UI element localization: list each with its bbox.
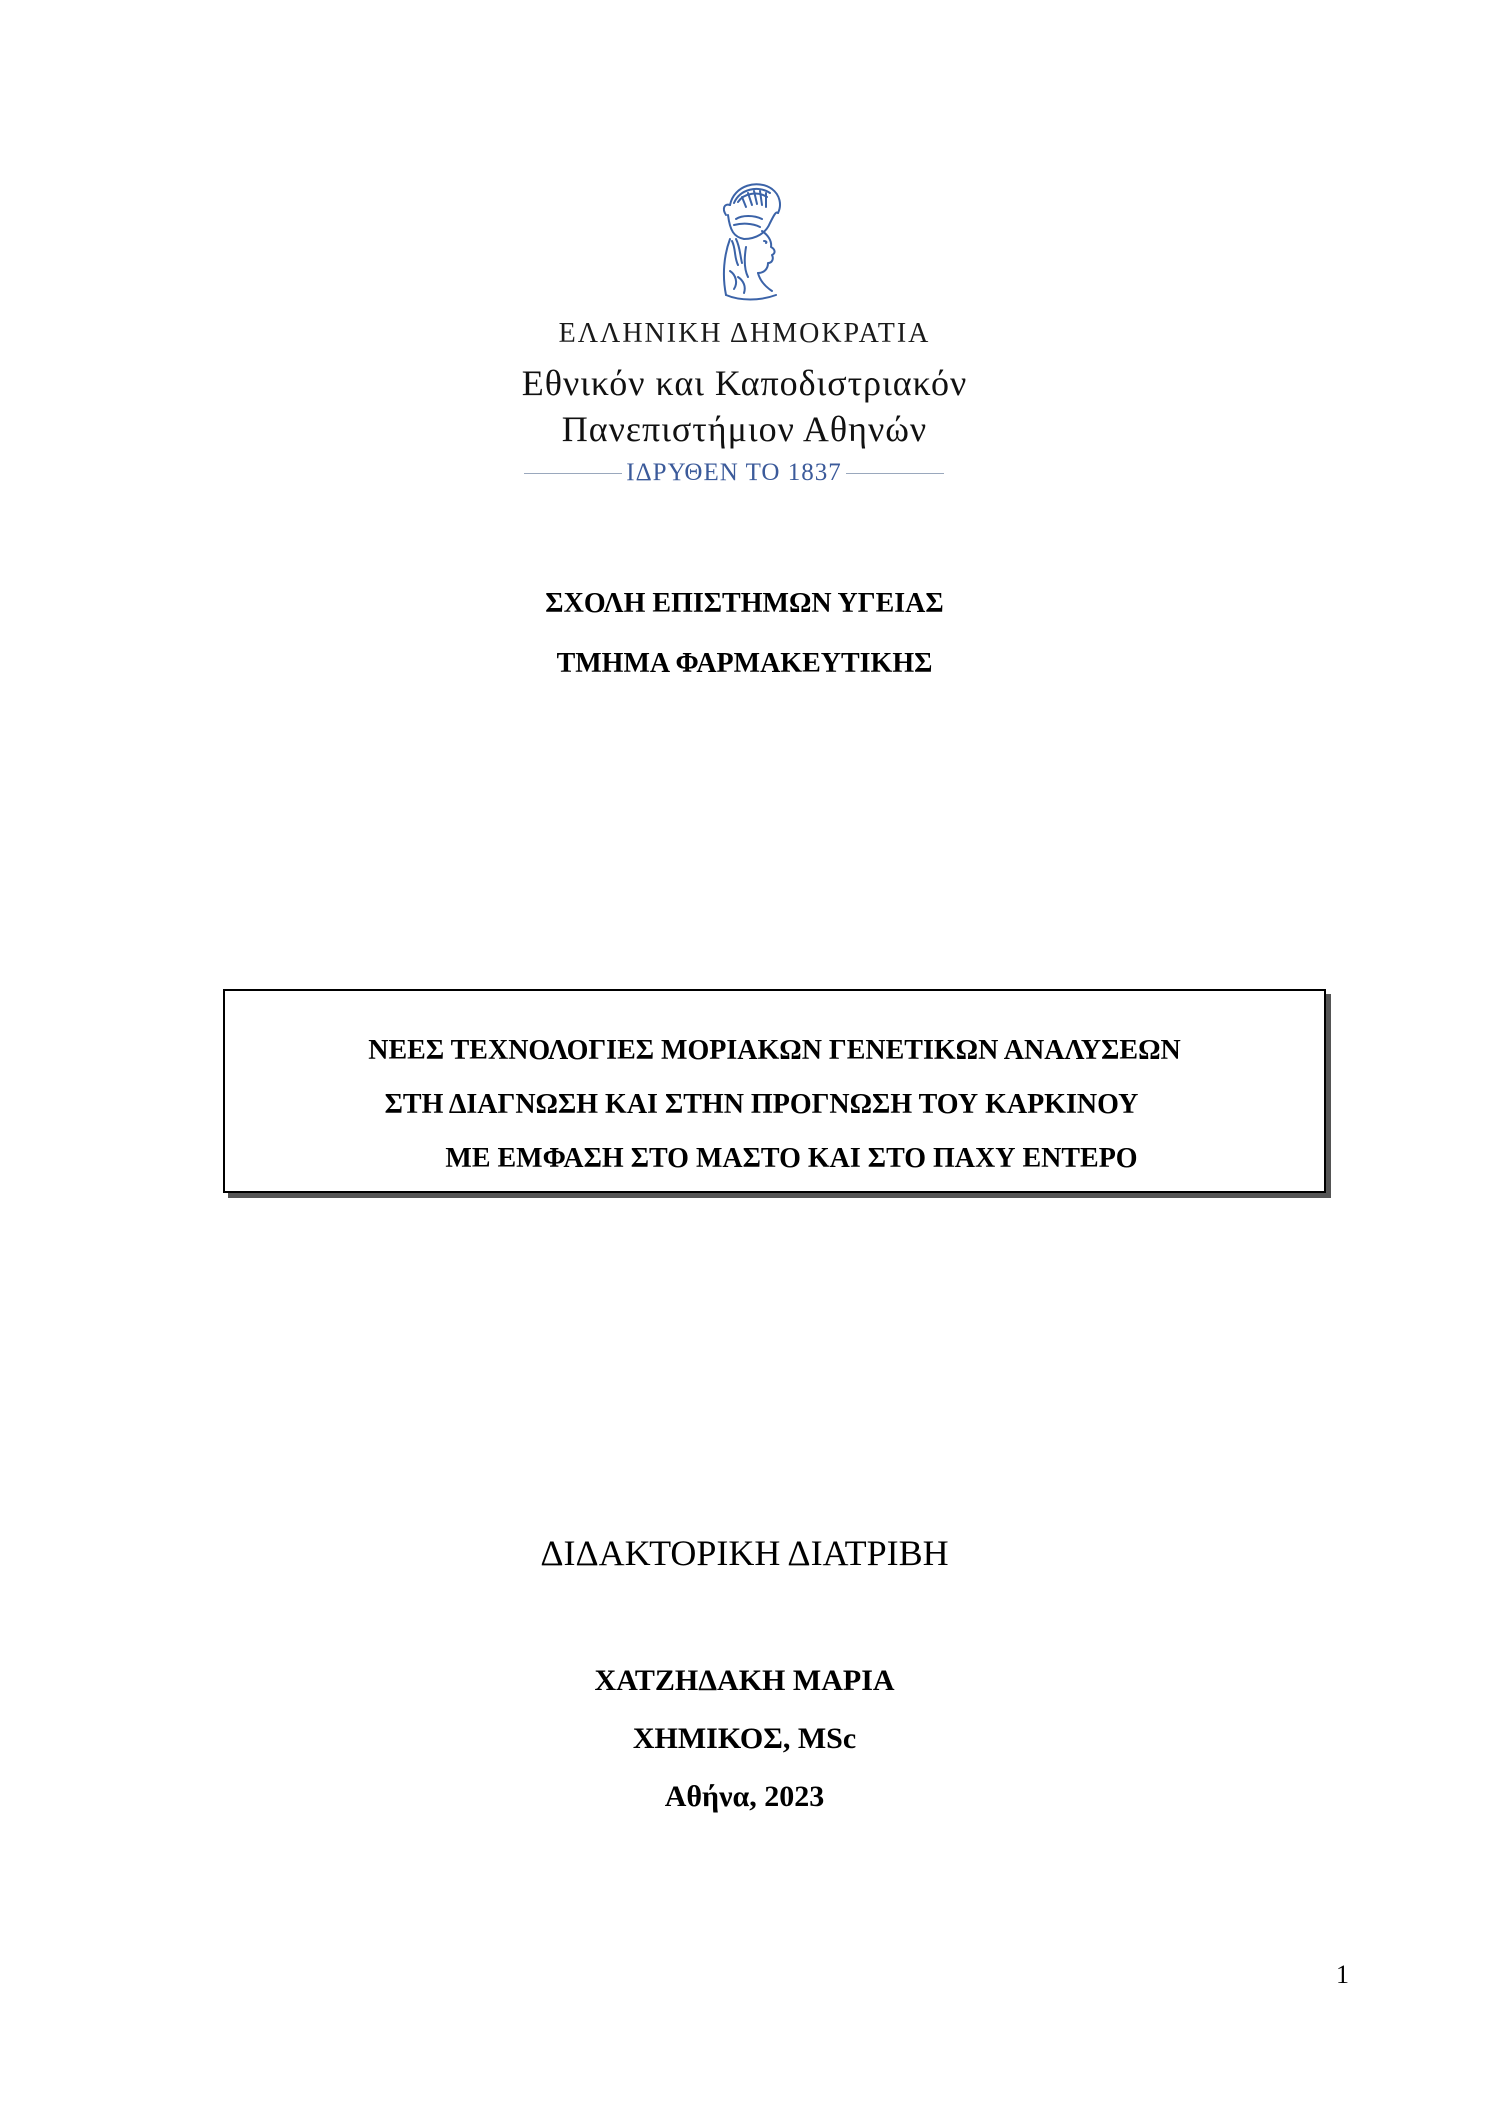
department-name: ΤΜΗΜΑ ΦΑΡΜΑΚΕΥΤΙΚΗΣ [556,648,933,679]
author-name: ΧΑΤΖΗΔΑΚΗ ΜΑΡΙΑ [594,1664,895,1697]
page-number: 1 [1336,1960,1349,1989]
thesis-title-box [223,989,1326,1193]
athena-logo-icon [700,175,790,310]
founded-line [524,459,944,487]
thesis-type: ΔΙΔΑΚΤΟΡΙΚΗ ΔΙΑΤΡΙΒΗ [540,1533,949,1573]
author-degree: ΧΗΜΙΚΟΣ, MSc [632,1722,857,1755]
place-date: Αθήνα, 2023 [664,1780,825,1813]
university-name-line1: Εθνικόν και Καποδιστριακόν [521,363,968,403]
university-name-line2: Πανεπιστήμιον Αθηνών [561,409,928,449]
founded-text: ΙΔΡΥΘΕΝ ΤΟ 1837 [626,459,842,486]
founded-rule-left [524,473,622,474]
university-logo [0,175,1489,310]
thesis-title-line3: ΜΕ ΕΜΦΑΣΗ ΣΤΟ ΜΑΣΤΟ ΚΑΙ ΣΤΟ ΠΑΧΥ ΕΝΤΕΡΟ [445,1143,1138,1174]
thesis-title-line1: ΝΕΕΣ ΤΕΧΝΟΛΟΓΙΕΣ ΜΟΡΙΑΚΩΝ ΓΕΝΕΤΙΚΩΝ ΑΝΑΛΥΣΕΩΝ [368,1035,1181,1066]
thesis-title-line2: ΣΤΗ ΔΙΑΓΝΩΣΗ ΚΑΙ ΣΤΗΝ ΠΡΟΓΝΩΣΗ ΤΟΥ ΚΑΡΚΙΝΟΥ [384,1089,1139,1120]
founded-rule-right [846,473,944,474]
school-name: ΣΧΟΛΗ ΕΠΙΣΤΗΜΩΝ ΥΓΕΙΑΣ [545,588,944,619]
country-name: ΕΛΛΗΝΙΚΗ ΔΗΜΟΚΡΑΤΙΑ [558,318,931,349]
